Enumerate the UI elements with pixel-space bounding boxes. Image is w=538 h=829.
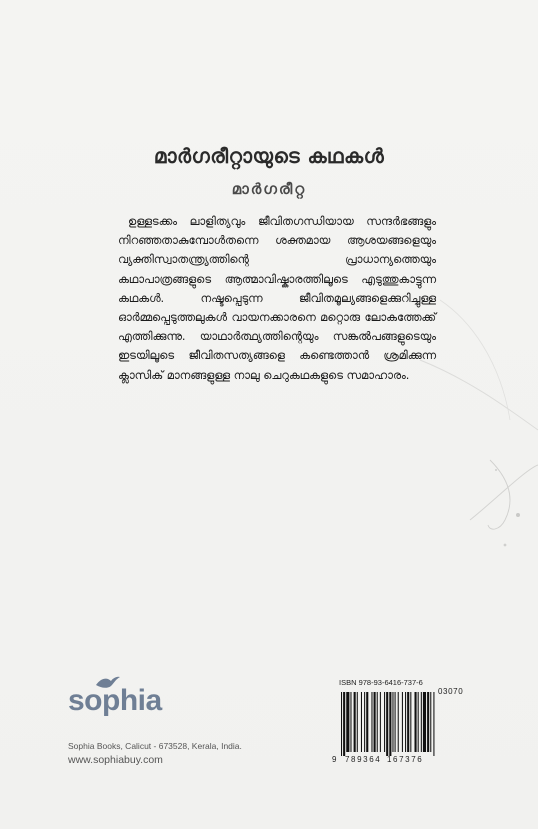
barcode-bar [433, 692, 434, 756]
barcode-bar [395, 692, 396, 752]
barcode-bar [374, 692, 376, 752]
barcode-bar [418, 692, 419, 752]
barcode-bar [343, 692, 345, 756]
publisher-url: www.sophiabuy.com [68, 754, 163, 766]
barcode-bar [377, 692, 378, 752]
barcode-bar [389, 692, 391, 756]
barcode-bars [339, 690, 479, 756]
barcode-bar [407, 692, 409, 752]
barcode-bar [430, 692, 431, 752]
book-title: മാർഗരീറ്റായുടെ കഥകൾ [153, 144, 385, 168]
isbn-barcode [332, 678, 479, 770]
publisher-logo [68, 676, 188, 722]
barcode-bar [423, 692, 426, 752]
barcode-bar [357, 692, 358, 752]
barcode-bar [380, 692, 381, 752]
barcode-bar [392, 692, 393, 752]
barcode-bar [398, 692, 399, 752]
barcode-bar [386, 692, 388, 756]
barcode-bar [421, 692, 422, 752]
barcode-bar [350, 692, 351, 752]
barcode-bar [384, 692, 385, 752]
publisher-logo-word: sophia [68, 684, 162, 717]
barcode-bar [402, 692, 403, 752]
isbn-number: ISBN 978-93-6416-737-6 [339, 678, 423, 687]
price-code: 03070 [438, 687, 464, 696]
book-author: മാർഗരീറ്റ [231, 180, 307, 198]
barcode-digit-first: 9 [332, 755, 337, 764]
barcode-bar [346, 692, 349, 752]
barcode-bar [415, 692, 417, 752]
barcode-bar [361, 692, 362, 752]
barcode-digits-right: 167376 [387, 755, 424, 764]
barcode-bar [371, 692, 372, 752]
barcode-bar [341, 692, 342, 756]
barcode-bar [405, 692, 406, 752]
book-blurb: ഉള്ളടക്കം ലാളിത്യവും ജീവിതഗന്ധിയായ സന്ദർഭങ്ങളും നിറഞ്ഞതാകുമ്പോൾതന്നെ ശക്തമായ ആശയങ്ങളെയും വ്യക്തിസ്വാതന്ത്ര്യത്തിന്റെ പ്രാധാന്യത്തെയും കഥാപാത്രങ്ങളുടെ ആത്മാവിഷ്കാരത്തിലൂടെ എടുത്തുകാട്ടുന്ന കഥകൾ. നഷ്ടപ്പെടുന്ന ജീവിതമൂല്യങ്ങളെക്കുറിച്ചുള്ള ഓർമ്മപ്പെടുത്തലുകൾ വായനക്കാരനെ മറ്റൊരു ലോകത്തേക്ക് എത്തിക്കുന്നു. യാഥാർത്ഥ്യത്തിന്റെയും സങ്കൽപങ്ങളുടെയും ഇടയിലൂടെ ജീവിതസത്യങ്ങളെ കണ്ടെത്താൻ ശ്രമിക്കുന്ന ക്ലാസിക് മാനങ്ങളുള്ള നാലു ചെറുകഥകളുടെ സമാഹാരം. [118, 214, 436, 382]
barcode-digits-left: 789364 [345, 755, 382, 764]
publisher-address: Sophia Books, Calicut - 673528, Kerala, India. [68, 741, 242, 751]
barcode-bar [364, 692, 365, 752]
barcode-bar [354, 692, 356, 752]
barcode-bar [427, 692, 429, 752]
barcode-bar [410, 692, 411, 752]
barcode-bar [366, 692, 368, 752]
